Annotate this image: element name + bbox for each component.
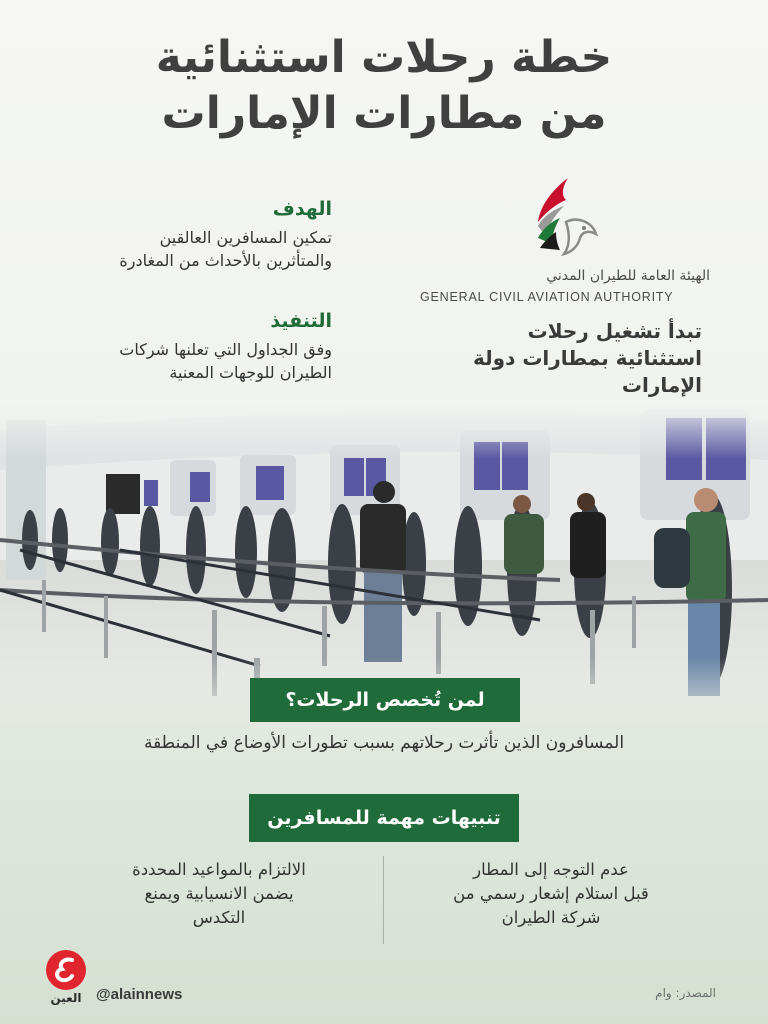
who-heading-badge: لمن تُخصص الرحلات؟: [250, 678, 520, 722]
alert-tip-schedule-line-2: يضمن الانسيابية ويمنع: [144, 884, 294, 903]
alert-tip-airport-line-2: قبل استلام إشعار رسمي من: [453, 884, 649, 903]
title-line-1: خطة رحلات استثنائية: [155, 32, 613, 83]
alerts-heading-badge: تنبيهات مهمة للمسافرين: [249, 794, 519, 842]
goal-heading: الهدف: [272, 198, 332, 220]
alert-tip-schedule-line-1: الالتزام بالمواعيد المحددة: [132, 860, 306, 879]
authority-name-english: GENERAL CIVIL AVIATION AUTHORITY: [420, 290, 674, 304]
falcon-logo-icon: [526, 176, 606, 272]
goal-text-2: والمتأثرين بالأحداث من المغادرة: [119, 251, 332, 270]
lead-line-3: الإمارات: [621, 373, 702, 397]
execution-text-1: وفق الجداول التي تعلنها شركات: [119, 340, 332, 359]
brand-text: العين: [50, 991, 82, 1005]
alert-tip-schedule-line-3: التكدس: [192, 908, 246, 927]
goal-text-1: تمكين المسافرين العالقين: [159, 228, 332, 247]
authority-name-arabic: الهيئة العامة للطيران المدني: [546, 268, 710, 284]
alert-tip-schedule: [88, 858, 350, 930]
page-title: [0, 30, 768, 142]
lead-line-1: تبدأ تشغيل رحلات: [527, 319, 702, 343]
execution-heading: التنفيذ: [270, 310, 332, 332]
alerts-divider: [383, 856, 384, 944]
execution-text-2: الطيران للوجهات المعنية: [169, 363, 332, 382]
alain-brand-logo-icon: [40, 948, 92, 1008]
lead-statement: [410, 318, 702, 399]
social-handle: @alainnews: [96, 986, 183, 1003]
alert-tip-airport-line-3: شركة الطيران: [501, 908, 601, 927]
source-credit: المصدر: وام: [655, 986, 716, 1000]
alert-tip-airport: [420, 858, 682, 930]
lead-line-2: استثنائية بمطارات دولة: [473, 346, 702, 370]
execution-section: [32, 310, 332, 384]
goal-section: [32, 198, 332, 272]
alert-tip-airport-line-1: عدم التوجه إلى المطار: [473, 860, 629, 879]
title-line-2: من مطارات الإمارات: [161, 88, 607, 139]
who-text: المسافرون الذين تأثرت رحلاتهم بسبب تطورات الأوضاع في المنطقة: [143, 733, 625, 753]
